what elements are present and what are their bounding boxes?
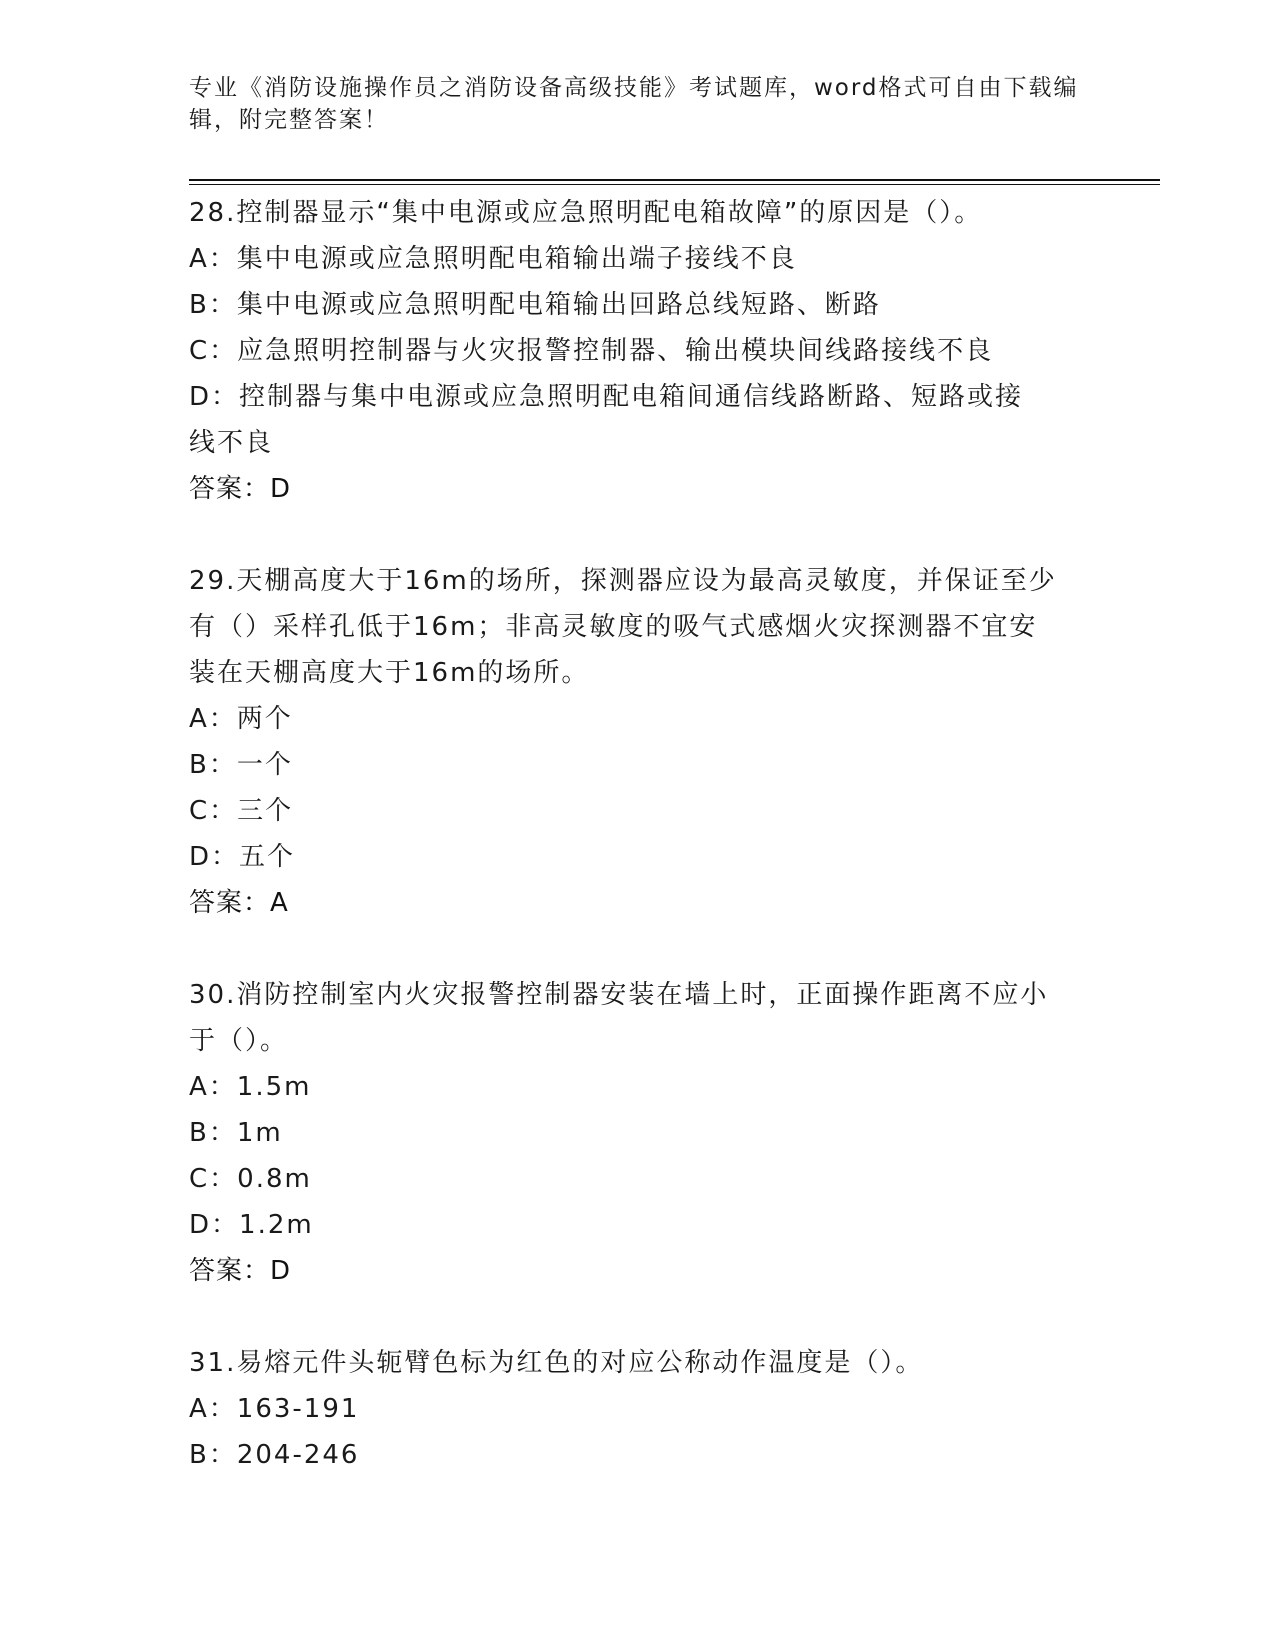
option-b: B：204-246 (189, 1440, 360, 1470)
question-31 (189, 1340, 1089, 1478)
answer-line: 答案：D (189, 474, 292, 504)
option-c: C：0.8m (189, 1164, 312, 1194)
question-30 (189, 972, 1089, 1294)
answer-line: 答案：D (189, 1256, 292, 1286)
question-stem: 28.控制器显示“集中电源或应急照明配电箱故障”的原因是（）。 (189, 198, 983, 228)
option-a: A：163-191 (189, 1394, 360, 1424)
option-d: D：五个 (189, 842, 296, 872)
option-b: B：一个 (189, 750, 293, 780)
option-a: A：集中电源或应急照明配电箱输出端子接线不良 (189, 244, 797, 274)
option-c: C：三个 (189, 796, 294, 826)
option-d: D：控制器与集中电源或应急照明配电箱间通信线路断路、短路或接线不良 (189, 382, 1024, 458)
option-d: D：1.2m (189, 1210, 314, 1240)
option-c: C：应急照明控制器与火灾报警控制器、输出模块间线路接线不良 (189, 336, 994, 366)
header-divider-thin (189, 184, 1160, 185)
question-list (189, 190, 1089, 1524)
option-a: A：1.5m (189, 1072, 312, 1102)
question-29 (189, 558, 1089, 926)
option-b: B：集中电源或应急照明配电箱输出回路总线短路、断路 (189, 290, 881, 320)
header-divider-thick (189, 179, 1160, 181)
question-stem: 31.易熔元件头轭臂色标为红色的对应公称动作温度是（）。 (189, 1348, 924, 1378)
question-28 (189, 190, 1089, 512)
option-a: A：两个 (189, 704, 293, 734)
question-stem: 30.消防控制室内火灾报警控制器安装在墙上时，正面操作距离不应小于（）。 (189, 980, 1049, 1056)
question-stem: 29.天棚高度大于16m的场所，探测器应设为最高灵敏度，并保证至少有（）采样孔低于16m；非高灵敏度的吸气式感烟火灾探测器不宜安装在天棚高度大于16m的场所。 (189, 566, 1057, 688)
document-header: 专业《消防设施操作员之消防设备高级技能》考试题库，word格式可自由下载编辑，附完整答案！ (189, 75, 1079, 133)
option-b: B：1m (189, 1118, 283, 1148)
answer-line: 答案：A (189, 888, 289, 918)
